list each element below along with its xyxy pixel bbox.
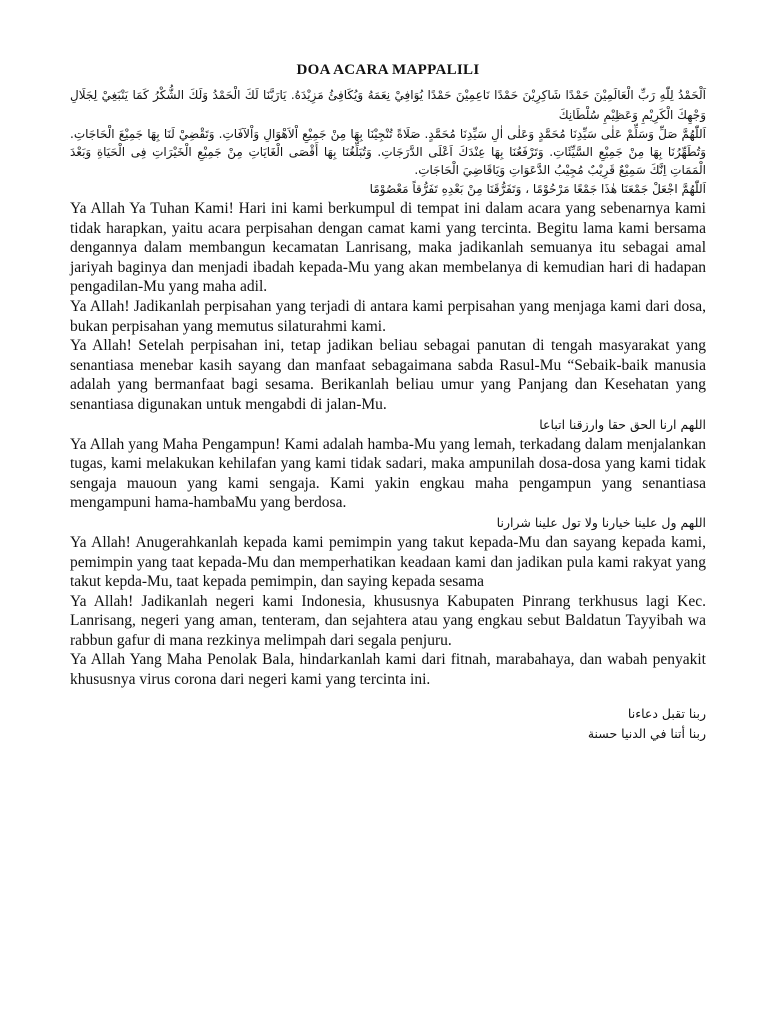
paragraph-6: Ya Allah! Jadikanlah negeri kami Indonesia, khususnya Kabupaten Pinrang terkhusus lagi Kec. Lanrisang, negeri yang aman, tenteram, dan sejahtera atau yang engkau sebut Baldatun Tayyibah wa rabbun gafur di mana rezkinya melimpah dari segala penjuru. — [70, 592, 706, 649]
closing-arabic-line-1: ربنا تقبل دعاءنا — [627, 705, 706, 721]
arabic-shalawat: اَللّٰهُمَّ صَلِّ وَسَلِّمْ عَلٰى سَيِّدِنَا مُحَمَّدٍ وَعَلٰى اٰلِ سَيِّدِنَا مُحَمَّدٍ. صَلَاةً تُنْجِيْنَا بِهَا مِنْ جَمِيْعِ اْلاَهْوَالِ وَاْلآفَاتِ. وَتَقْضِيْ لَنَا بِهَا جَمِيْعَ الْحَاجَاتِ. وَتُطَهِّرُنَا بِهَا مِنْ جَمِيْعِ السَّيِّئَاتِ. وَتَرْفَعُنَا بِهَا عِنْدَكَ اَعْلَى الدَّرَجَاتِ. وَتُبَلِّغُنَا بِهَا أَقْصَى الْغَايَاتِ مِنْ جَمِيْعِ الْخَيْرَاتِ فِى الْحَيَاةِ وَبَعْدَ الْمَمَاتِ اِنَّكَ سَمِيْعٌ قَرِيْبٌ مُجِيْبُ الدَّعَوَاتِ وَيَاقَاضِيَ الْحَاجَاتِ. — [70, 127, 706, 177]
paragraph-3: Ya Allah! Setelah perpisahan ini, tetap jadikan beliau sebagai panutan di tengah masyarakat yang senantiasa menebar kasih sayang dan manfaat sebagaimana sabda Rasul-Mu “Sebaik-baik manusia adalah yang bermanfaat bagi sesama. Berikanlah beliau umur yang Panjang dan Kesehatan yang senantiasa digunakan untuk mengabdi di jalan-Mu. — [70, 337, 706, 413]
paragraph-5: Ya Allah! Anugerahkanlah kepada kami pemimpin yang takut kepada-Mu dan sayang kepada kami, pemimpin yang taat kepada-Mu dan memperhatikan keadaan kami dan jadikan pula kami rakyat yang takut kepda-Mu, taat kepada pemimpin, dan saying kepada sesama — [70, 533, 706, 591]
arabic-line-leaders: اللهم ول علينا خيارنا ولا تول علينا شرارنا — [496, 514, 706, 530]
arabic-prayer-gathering: اَللّٰهُمَّ اجْعَلْ جَمْعَنَا هٰذَا جَمْعًا مَرْحُوْمًا ، وَتَفَرُّقَنَا مِنْ بَعْدِهِ تَفَرُّقاً مَعْصُوْمًا — [369, 182, 706, 196]
paragraph-4: Ya Allah yang Maha Pengampun! Kami adalah hamba-Mu yang lemah, terkadang dalam menjalankan tugas, kami melakukan kehilafan yang kami tidak sadari, maka ampunilah dosa-dosa yang kami tidak sengaja mauoun yang kami sengaja. Kami yakin engkau maha pengampun yang senantiasa mengampuni hama-hambaMu yang berdosa. — [70, 435, 706, 512]
arabic-line-truth: اللهم ارنا الحق حقا وارزقنا اتباعا — [539, 416, 706, 432]
paragraph-7: Ya Allah Yang Maha Penolak Bala, hindarkanlah kami dari fitnah, marabahaya, dan wabah penyakit khususnya virus corona dari negeri kami yang tercinta ini. — [70, 651, 706, 689]
document-title: DOA ACARA MAPPALILI — [296, 62, 480, 78]
closing-prayer — [70, 704, 706, 744]
paragraph-2: Ya Allah! Jadikanlah perpisahan yang terjadi di antara kami perpisahan yang menjaga kami dari dosa, bukan perpisahan yang memutus silaturahmi kami. — [70, 297, 706, 335]
paragraph-1: Ya Allah Ya Tuhan Kami! Hari ini kami berkumpul di tempat ini dalam acara yang sebenarnya kami tidak harapkan, yaitu acara perpisahan dengan camat kami yang tercinta. Begitu lama kami bersama dengannya dalam membangun kecamatan Lanrisang, maka jadikanlah semuanya itu sebagai amal jariyah baginya dan menjadi ibadah kepada-Mu yang akan membelanya di kemudian hari di hadapan pengadilan-Mu yang maha adil. — [70, 200, 706, 296]
closing-arabic-line-2: ربنا أتنا في الدنيا حسنة — [587, 725, 706, 741]
arabic-hamdalah: اَلْحَمْدُ لِلّٰهِ رَبِّ الْعَالَمِيْنَ حَمْدًا شَاكِرِيْنَ حَمْدًا نَاعِمِيْنَ حَمْدًا يُوَافِيْ نِعَمَهُ وَيُكَافِئُ مَزِيْدَهُ. يَارَبَّنَا لَكَ الْحَمْدُ وَلَكَ الشُّكْرُ كَمَا يَنْبَغِيْ لِجَلَالِ وَجْهِكَ الْكَرِيْمِ وَعَظِيْمِ سُلْطَانِكَ — [70, 88, 706, 122]
document-page — [70, 58, 706, 744]
